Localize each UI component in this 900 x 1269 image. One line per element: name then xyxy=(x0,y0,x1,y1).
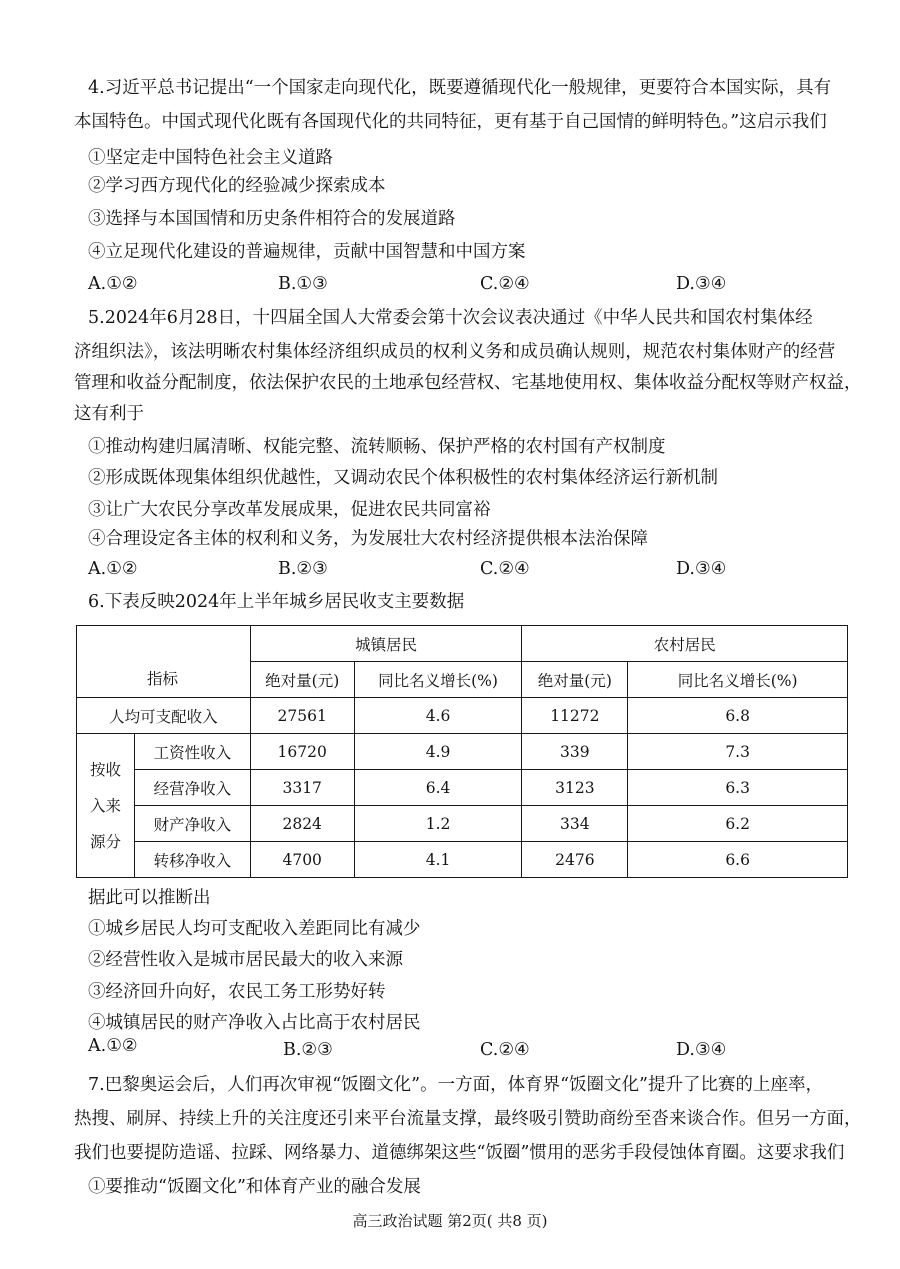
row-label: 财产净收入 xyxy=(134,806,250,842)
q6-item-2: ②经营性收入是城市居民最大的收入来源 xyxy=(88,950,403,970)
rural-abs-header: 绝对量(元) xyxy=(522,662,628,698)
table-row xyxy=(77,842,848,878)
table-cell: 1.2 xyxy=(354,806,522,842)
source-group-line-1: 按收 xyxy=(89,760,121,779)
q5-item-2: ②形成既体现集体组织优越性，又调动农民个体积极性的农村集体经济运行新机制 xyxy=(88,468,718,488)
q4-option-b: B.①③ xyxy=(278,274,328,294)
table-cell: 6.8 xyxy=(628,698,848,734)
page-footer: 高三政治试题 第2页( 共8 页) xyxy=(352,1212,548,1230)
row-label: 转移净收入 xyxy=(134,842,250,878)
table-row xyxy=(77,734,848,770)
q4-option-c: C.②④ xyxy=(480,274,530,294)
q6-option-d: D.③④ xyxy=(676,1040,727,1060)
q7-stem-line-1: 7.巴黎奥运会后，人们再次审视“饭圈文化”。一方面，体育界“饭圈文化”提升了比赛的上座率， xyxy=(88,1075,823,1095)
q7-item-1: ①要推动“饭圈文化”和体育产业的融合发展 xyxy=(88,1177,421,1197)
table-cell: 6.4 xyxy=(354,770,522,806)
q4-item-2: ②学习西方现代化的经验减少探索成本 xyxy=(88,176,386,196)
row-label: 经营净收入 xyxy=(134,770,250,806)
q5-item-1: ①推动构建归属清晰、权能完整、流转顺畅、保护严格的农村国有产权制度 xyxy=(88,437,666,457)
table-cell: 4.1 xyxy=(354,842,522,878)
q4-stem-line-2: 本国特色。中国式现代化既有各国现代化的共同特征，更有基于自己国情的鲜明特色。”这启示我们 xyxy=(74,112,827,132)
table-row xyxy=(77,770,848,806)
q7-stem-line-3: 我们也要提防造谣、拉踩、网络暴力、道德绑架这些“饭圈”惯用的恶劣手段侵蚀体育圈。这要求我们 xyxy=(74,1143,845,1163)
table-cell: 4.6 xyxy=(354,698,522,734)
q5-stem-line-3: 管理和收益分配制度，依法保护农民的土地承包经营权、宅基地使用权、集体收益分配权等财产权益， xyxy=(74,373,862,393)
q5-stem-line-4: 这有利于 xyxy=(74,404,144,424)
table-header-row-1 xyxy=(77,626,848,662)
table-cell: 2824 xyxy=(250,806,354,842)
table-cell: 11272 xyxy=(522,698,628,734)
q6-option-c: C.②④ xyxy=(480,1040,530,1060)
q5-option-b: B.②③ xyxy=(278,559,328,579)
table-cell: 16720 xyxy=(250,734,354,770)
table-cell: 334 xyxy=(522,806,628,842)
urban-header: 城镇居民 xyxy=(250,626,522,662)
q5-option-d: D.③④ xyxy=(676,559,727,579)
q4-item-4: ④立足现代化建设的普遍规律，贡献中国智慧和中国方案 xyxy=(88,242,526,262)
table-cell: 7.3 xyxy=(628,734,848,770)
q4-item-3: ③选择与本国国情和历史条件相符合的发展道路 xyxy=(88,209,456,229)
q5-stem-line-2: 济组织法》，该法明晰农村集体经济组织成员的权利义务和成员确认规则，规范农村集体财产的经营 xyxy=(74,342,836,362)
row-label: 人均可支配收入 xyxy=(77,698,251,734)
table-cell: 3317 xyxy=(250,770,354,806)
q5-option-a: A.①② xyxy=(88,559,138,579)
q4-option-d: D.③④ xyxy=(676,274,727,294)
q6-option-a: A.①② xyxy=(88,1036,138,1056)
q7-stem-line-2: 热搜、刷屏、持续上升的关注度还引来平台流量支撑，最终吸引赞助商纷至沓来谈合作。但另一方面， xyxy=(74,1109,862,1129)
table-cell: 4.9 xyxy=(354,734,522,770)
row-label: 工资性收入 xyxy=(134,734,250,770)
table-cell: 6.6 xyxy=(628,842,848,878)
q6-options xyxy=(88,1036,848,1064)
source-group-label xyxy=(77,734,135,878)
q5-options xyxy=(88,559,848,583)
indicator-header-cell xyxy=(77,626,251,698)
q5-item-4: ④合理设定各主体的权利和义务，为发展壮大农村经济提供根本法治保障 xyxy=(88,529,648,549)
q6-item-1: ①城乡居民人均可支配收入差距同比有减少 xyxy=(88,919,421,939)
table-row xyxy=(77,698,848,734)
q4-options xyxy=(88,274,848,298)
q4-item-1: ①坚定走中国特色社会主义道路 xyxy=(88,148,333,168)
q4-option-a: A.①② xyxy=(88,274,138,294)
q6-option-b: B.②③ xyxy=(283,1040,333,1060)
indicator-header: 指标 xyxy=(147,670,179,688)
table-row xyxy=(77,806,848,842)
table-cell: 4700 xyxy=(250,842,354,878)
rural-header: 农村居民 xyxy=(522,626,848,662)
q5-stem-line-1: 5.2024年6月28日，十四届全国人大常委会第十次会议表决通过《中华人民共和国农村集体经 xyxy=(88,308,813,328)
table-cell: 3123 xyxy=(522,770,628,806)
income-table xyxy=(76,625,848,878)
table-cell: 2476 xyxy=(522,842,628,878)
urban-growth-header: 同比名义增长(%) xyxy=(354,662,522,698)
table-cell: 27561 xyxy=(250,698,354,734)
q6-item-3: ③经济回升向好，农民工务工形势好转 xyxy=(88,982,386,1002)
table-cell: 339 xyxy=(522,734,628,770)
q5-option-c: C.②④ xyxy=(480,559,530,579)
q6-item-4: ④城镇居民的财产净收入占比高于农村居民 xyxy=(88,1013,421,1033)
q6-lead: 据此可以推断出 xyxy=(88,888,211,908)
q5-item-3: ③让广大农民分享改革发展成果，促进农民共同富裕 xyxy=(88,500,491,520)
urban-abs-header: 绝对量(元) xyxy=(250,662,354,698)
source-group-line-2: 入来 xyxy=(89,796,121,815)
rural-growth-header: 同比名义增长(%) xyxy=(628,662,848,698)
q4-stem-line-1: 4.习近平总书记提出“一个国家走向现代化，既要遵循现代化一般规律，更要符合本国实际，具有 xyxy=(88,78,832,98)
table-cell: 6.3 xyxy=(628,770,848,806)
table-cell: 6.2 xyxy=(628,806,848,842)
source-group-line-3: 源分 xyxy=(89,832,121,851)
q6-stem: 6.下表反映2024年上半年城乡居民收支主要数据 xyxy=(88,592,465,612)
